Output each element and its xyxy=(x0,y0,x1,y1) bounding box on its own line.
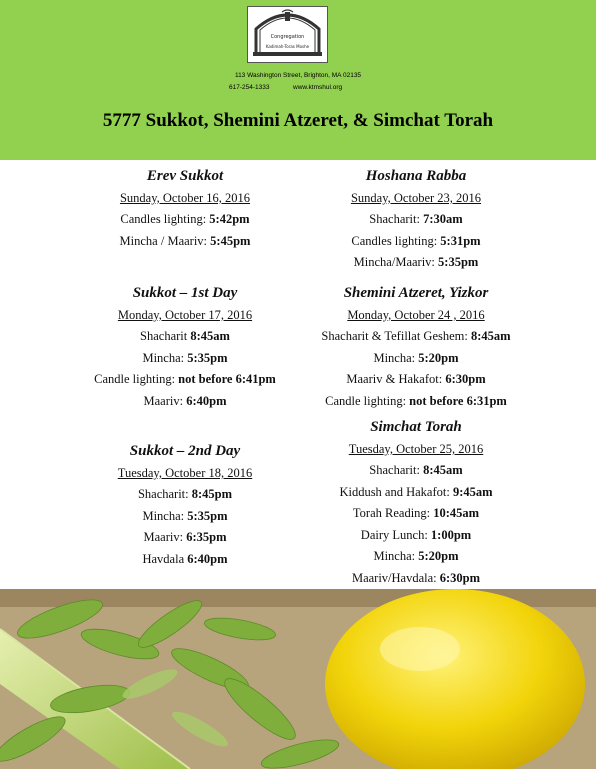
section-hoshana-rabba xyxy=(276,166,556,274)
page-title: 5777 Sukkot, Shemini Atzeret, & Simchat Torah xyxy=(102,110,494,131)
header-banner xyxy=(0,0,596,160)
phone-number: 617-254-1333 xyxy=(229,84,270,91)
schedule-row: Maariv: 6:40pm xyxy=(143,393,227,408)
schedule-row: Candles lighting: 5:31pm xyxy=(351,233,481,248)
etrog-lulav-illustration xyxy=(0,589,596,769)
section-date: Sunday, October 23, 2016 xyxy=(350,191,482,205)
schedule-row: Shacharit 8:45am xyxy=(140,329,230,343)
section-title: Shemini Atzeret, Yizkor xyxy=(343,285,489,301)
schedule-row: Shacharit: 8:45am xyxy=(369,463,463,477)
schedule-row: Shacharit: 8:45pm xyxy=(137,487,233,501)
schedule-row: Shacharit & Tefillat Geshem: 8:45am xyxy=(321,329,511,343)
section-date: Monday, October 17, 2016 xyxy=(117,308,253,322)
schedule-row: Mincha/Maariv: 5:35pm xyxy=(353,255,479,270)
section-date: Tuesday, October 18, 2016 xyxy=(117,466,253,480)
schedule-row: Torah Reading: 10:45am xyxy=(352,506,480,521)
logo-text-name: Kadimah-Toras Moshe xyxy=(265,44,310,49)
logo-text-congregation: Congregation xyxy=(270,34,305,40)
schedule-row: Mincha: 5:35pm xyxy=(142,350,228,365)
section-shemini-atzeret xyxy=(276,283,556,412)
section-date: Tuesday, October 25, 2016 xyxy=(348,442,484,456)
schedule-row: Maariv & Hakafot: 6:30pm xyxy=(346,372,486,387)
section-date: Monday, October 24 , 2016 xyxy=(347,308,485,322)
schedule-row: Dairy Lunch: 1:00pm xyxy=(360,527,472,542)
schedule-row: Maariv/Havdala: 6:30pm xyxy=(351,570,481,585)
section-simchat-torah xyxy=(276,417,556,590)
section-date: Sunday, October 16, 2016 xyxy=(119,191,251,205)
section-title: Hoshana Rabba xyxy=(365,168,467,184)
section-title: Sukkot – 1st Day xyxy=(132,285,238,301)
schedule-row: Havdala 6:40pm xyxy=(142,551,228,566)
schedule-row: Candle lighting: not before 6:31pm xyxy=(325,393,507,408)
address: 113 Washington Street, Brighton, MA 02135 xyxy=(234,72,362,79)
synagogue-logo xyxy=(247,6,328,63)
schedule-row: Mincha: 5:20pm xyxy=(373,350,459,365)
schedule-row: Shacharit: 7:30am xyxy=(369,212,463,226)
section-title: Simchat Torah xyxy=(370,419,462,435)
schedule-row: Kiddush and Hakafot: 9:45am xyxy=(339,484,493,499)
schedule-row: Mincha / Maariv: 5:45pm xyxy=(119,233,251,248)
schedule-row: Mincha: 5:35pm xyxy=(142,508,228,523)
schedule-row: Candle lighting: not before 6:41pm xyxy=(94,372,276,387)
schedule-row: Candles lighting: 5:42pm xyxy=(120,212,250,226)
website-link[interactable]: www.ktmshul.org xyxy=(293,84,343,91)
section-title: Sukkot – 2nd Day xyxy=(129,443,241,459)
schedule-row: Mincha: 5:20pm xyxy=(373,549,459,564)
etrog-lulav-photo xyxy=(0,589,596,769)
schedule-row: Maariv: 6:35pm xyxy=(143,530,227,545)
section-title: Erev Sukkot xyxy=(146,168,224,184)
